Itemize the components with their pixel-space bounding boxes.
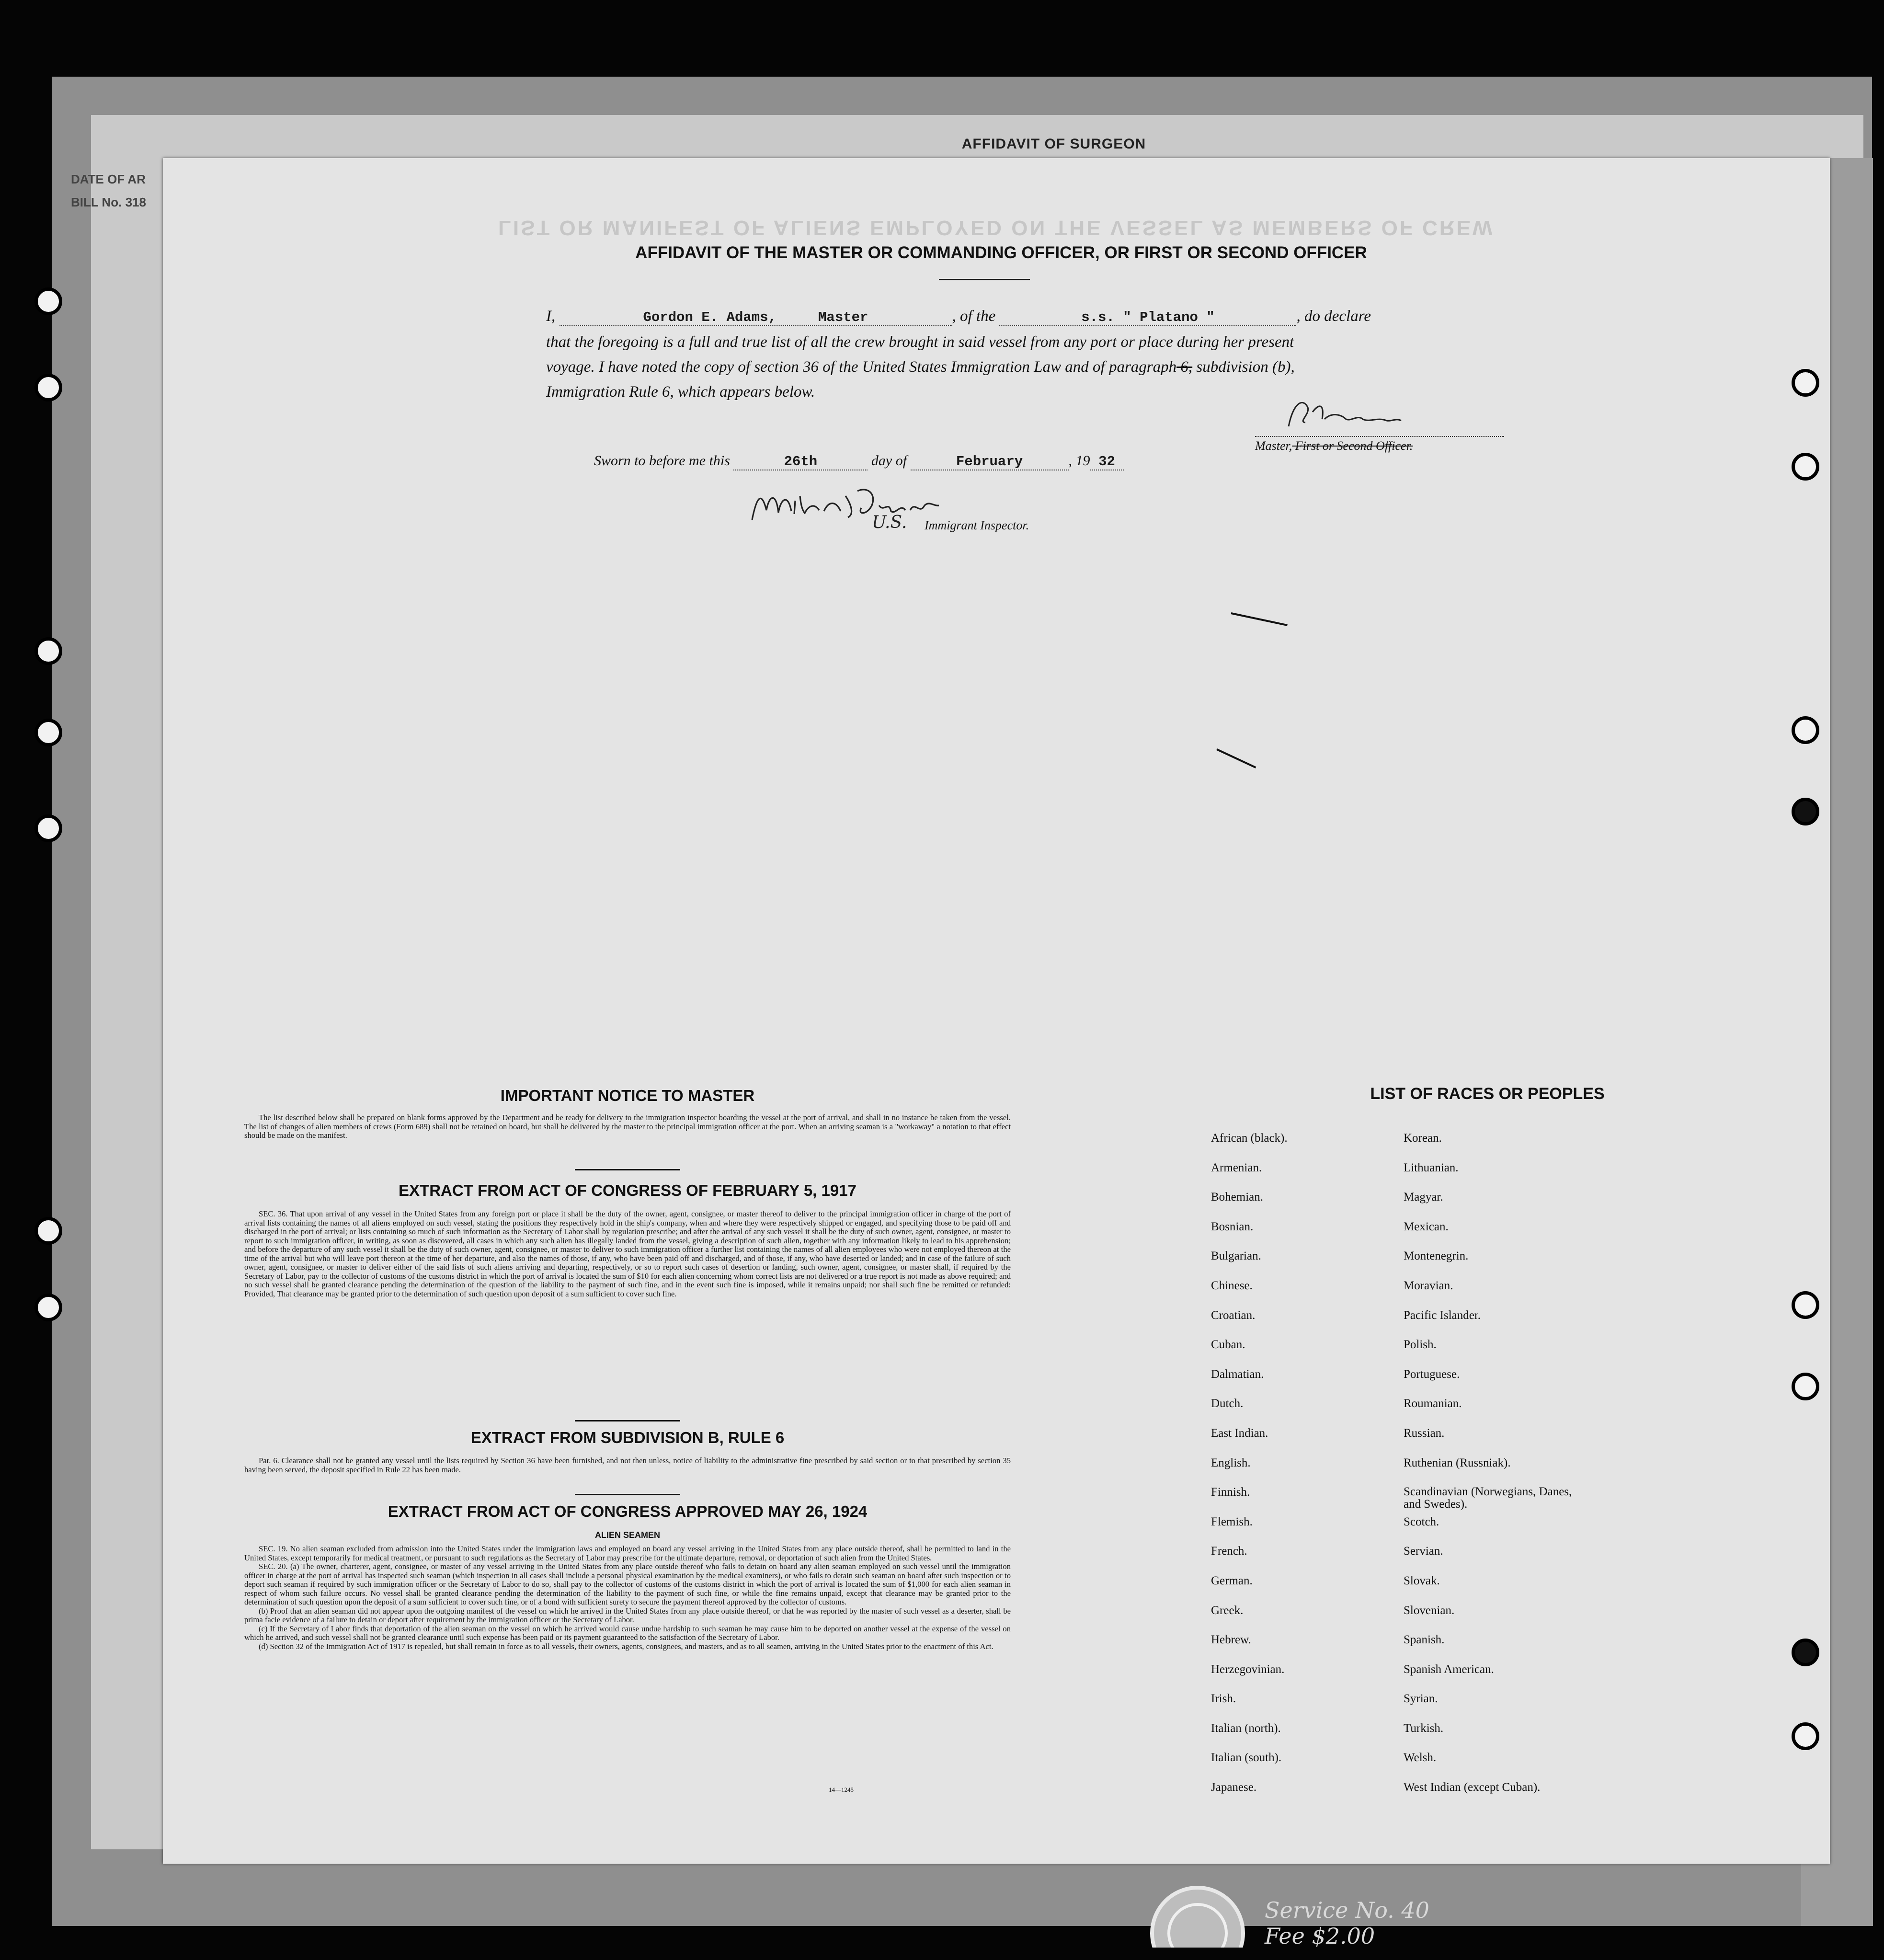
- race-item: Slovenian.: [1404, 1604, 1455, 1617]
- race-item: Spanish.: [1404, 1633, 1445, 1647]
- races-left-column: [1211, 1132, 1288, 1811]
- master-signature: [1279, 393, 1404, 436]
- master-name-field: [559, 309, 952, 326]
- race-item: Roumanian.: [1404, 1397, 1462, 1410]
- sec20c-paragraph: (c) If the Secretary of Labor finds that deportation of the alien seaman on the vessel on which he arrived would cause undue hardship to such seaman he may cause him to be deported on another vessel at the expense of the vessel on which he arrived, and such vessel shall not be granted clearance until such expense has been paid or its payment guaranteed to the satisfaction of the Secretary of Labor.: [244, 1624, 1011, 1642]
- extract-1917-paragraph: SEC. 36. That upon arrival of any vessel in the United States from any foreign port or place it shall be the duty of the owner, agent, consignee, or master thereof to deliver to the principal immigration officer in charge of the port of arrival lists containing the names of all aliens employed on such vessel, stating the positions they respectively hold in the ship's company, when and where they were respectively shipped or engaged, and specifying those to be paid off and discharged in the port of arrival; or lists containing so much of such information as the Secretary of Labor shall by regulation prescribe; and after the arrival of any such vessel it shall be the duty of such owner, agent, consignee, or master to report to such immigration officer, in writing, as soon as discovered, all cases in which any such alien has illegally landed from the vessel, giving a description of such alien, together with any information likely to lead to his apprehension; and before the departure of any such vessel it shall be the duty of such owner, agent, consignee, or master to deliver to such immigration officer a further list containing the names of all alien employees who were not employed thereon at the time of the arrival but who will leave port thereon at the time of her departure, and also the names of those, if any, who have been paid off and discharged, and of those, if any, who have deserted or landed; and in case of the failure of such owner, agent, consignee, or master to deliver either of the said lists of such aliens arriving and departing, respectively, or so to report such cases of desertion or landing, such owner, agent, consignee, or master shall, if required by the Secretary of Labor, pay to the collector of customs of the customs district in which the port of arrival is located the sum of $10 for each alien concerning whom correct lists are not delivered or a true report is not made as above required; and no such vessel shall be granted clearance pending the determination of the question of the liability to the payment of such fine, and in the event such fine is imposed, while it remains unpaid; nor shall such fine be remitted or refunded: Provided, That clearance may be granted prior to the determination of such question upon deposit of a sum sufficient to cover such fine.: [244, 1209, 1011, 1298]
- race-item: Spanish American.: [1404, 1662, 1494, 1676]
- sworn-day: 26th: [733, 454, 868, 470]
- binder-hole: [1792, 1291, 1819, 1319]
- extract-1924-text: [244, 1545, 1011, 1651]
- ink-speck: [1231, 612, 1288, 626]
- race-item: Greek.: [1211, 1604, 1244, 1617]
- extract-1924-title: EXTRACT FROM ACT OF CONGRESS APPROVED MAY 26, 1924: [388, 1502, 868, 1520]
- binder-hole: [34, 637, 62, 665]
- race-item: Montenegrin.: [1404, 1249, 1469, 1263]
- race-item: Lithuanian.: [1404, 1161, 1459, 1174]
- race-item: Turkish.: [1404, 1721, 1444, 1735]
- affidavit-heading: AFFIDAVIT OF THE MASTER OR COMMANDING OFFICER, OR FIRST OR SECOND OFFICER: [635, 243, 1367, 262]
- race-item: Herzegovinian.: [1211, 1662, 1285, 1676]
- sec19-paragraph: SEC. 19. No alien seaman excluded from admission into the United States under the immigration laws and employed on board any vessel arriving in the United States from any place outside thereof, shall be permitted to land in the United States, except temporarily for medical treatment, or pursuant to such regulations as the Secretary of Labor may prescribe for the ultimate departure, removal, or deportation of such alien from the United States.: [244, 1544, 1011, 1562]
- day-of-label: day of: [871, 453, 907, 469]
- races-right-column: [1404, 1132, 1595, 1811]
- race-item: Magyar.: [1404, 1191, 1443, 1204]
- race-item: Scandinavian (Norwegians, Danes, and Swedes).: [1404, 1485, 1572, 1511]
- race-item: Korean.: [1404, 1132, 1442, 1145]
- binder-hole: [34, 287, 62, 315]
- bleed-through-text: LIST OR MANIFEST OF ALIENS EMPLOYED ON THE VESSEL AS MEMBERS OF CREW: [498, 216, 1495, 240]
- race-item: Mexican.: [1404, 1220, 1449, 1233]
- bottom-handwriting: [1265, 1897, 1514, 1955]
- declaration-line-4: Immigration Rule 6, which appears below.: [546, 383, 815, 401]
- us-mark: U.S.: [872, 513, 907, 532]
- extract-1917-text: [244, 1210, 1011, 1298]
- binder-hole: [34, 814, 62, 842]
- race-item: Servian.: [1404, 1545, 1443, 1558]
- race-item: Italian (north).: [1211, 1721, 1281, 1735]
- race-item: Bosnian.: [1211, 1220, 1254, 1233]
- extract-rule6-text: [244, 1456, 1011, 1474]
- race-item: Russian.: [1404, 1426, 1445, 1440]
- race-item: East Indian.: [1211, 1426, 1268, 1440]
- race-item: German.: [1211, 1574, 1253, 1587]
- race-item: Polish.: [1404, 1338, 1437, 1352]
- race-item: West Indian (except Cuban).: [1404, 1781, 1541, 1794]
- master-caption-struck: First or Second Officer.: [1292, 439, 1413, 453]
- heading-rule: [939, 279, 1030, 280]
- sworn-year: 32: [1090, 454, 1124, 470]
- struck-paragraph: 6,: [1176, 358, 1193, 376]
- binder-hole: [1792, 1373, 1819, 1400]
- of-the-label: , of the: [952, 308, 996, 325]
- form-number: 14—1245: [829, 1786, 854, 1793]
- race-item: Scotch.: [1404, 1515, 1439, 1528]
- sec20a-paragraph: SEC. 20. (a) The owner, charterer, agent, consignee, or master of any vessel arriving in the United States from any place outside thereof who fails to detain on board any alien seaman employed on such vessel until the immigration officer in charge at the port of arrival has inspected such seaman (which inspection in all cases shall include a personal physical examination by the medical examiners), or who fails to detain such seaman on board after such inspection or to deport such seaman if required by such immigration officer or the Secretary of Labor to do so, shall pay to the collector of customs of the customs district in which the port of arrival is located the sum of $1,000 for each alien seaman in respect of whom such failure occurs. No vessel shall be granted clearance pending the determination of the liability to the payment of such fine, or while the fine remains unpaid, except that clearance may be granted prior to the determination of such question upon the deposit of a sum sufficient to cover such fine, or of a bond with sufficient surety to secure the payment thereof approved by the collector of customs.: [244, 1562, 1011, 1606]
- race-item: Welsh.: [1404, 1751, 1437, 1765]
- race-item: Armenian.: [1211, 1161, 1262, 1174]
- race-item: Dutch.: [1211, 1397, 1244, 1410]
- notice-paragraph: The list described below shall be prepared on blank forms approved by the Department and be ready for delivery to the immigration inspector boarding the vessel at the port of arrival, and shall in no instance be taken from the vessel. The list of changes of alien members of crews (Form 689) shall not be retained on board, but shall be delivered by the master to the principal immigration officer at the port. When an arriving seaman is a "workaway" a notation to that effect should be made on the manifest.: [244, 1113, 1011, 1140]
- race-item: Japanese.: [1211, 1781, 1257, 1794]
- master-name: Gordon E. Adams,: [643, 309, 776, 325]
- race-item: Portuguese.: [1404, 1367, 1460, 1381]
- notice-title: IMPORTANT NOTICE TO MASTER: [500, 1087, 755, 1104]
- year-prefix: , 19: [1068, 453, 1090, 469]
- sec20d-paragraph: (d) Section 32 of the Immigration Act of 1917 is repealed, but shall remain in force as to all vessels, their owners, agents, consignees, and masters, and as to all seamen, arriving in the United States prior to the enactment of this Act.: [259, 1641, 993, 1651]
- notice-text: [244, 1113, 1011, 1140]
- declaration-line-1: [546, 308, 1638, 326]
- race-item: Finnish.: [1211, 1486, 1250, 1499]
- binder-hole: [34, 719, 62, 746]
- race-item: Pacific Islander.: [1404, 1308, 1481, 1322]
- race-item: Slovak.: [1404, 1574, 1440, 1587]
- bottom-stamp: [1140, 1876, 1255, 1948]
- declaration-line-3b: subdivision (b),: [1192, 358, 1295, 376]
- extract-rule6-title: EXTRACT FROM SUBDIVISION B, RULE 6: [470, 1429, 785, 1446]
- left-stamp-line2: BILL No. 318: [71, 195, 147, 209]
- vessel-field: s.s. " Platano ": [999, 309, 1296, 326]
- handwriting-line2: Fee $2.00: [1265, 1923, 1375, 1949]
- binder-hole: [1792, 1639, 1819, 1666]
- declaration-line-3: [546, 358, 1638, 376]
- declaration-i: I,: [546, 308, 556, 325]
- master-signature-text: E Adams: [1317, 430, 1335, 436]
- declaration-line-3a: voyage. I have noted the copy of section 36 of the United States Immigration Law and of paragraph: [546, 358, 1177, 376]
- extract-rule6-paragraph: Par. 6. Clearance shall not be granted any vessel until the lists required by Section 36 have been furnished, and not then unless, notice of liability to the administrative fine prescribed by said section or to that prescribed by section 35 having been served, the deposit specified in Rule 22 has been made.: [244, 1456, 1011, 1474]
- do-declare-label: , do declare: [1296, 308, 1371, 325]
- race-item: French.: [1211, 1545, 1247, 1558]
- sworn-month: February: [911, 454, 1069, 470]
- race-item: Ruthenian (Russniak).: [1404, 1456, 1511, 1469]
- binder-hole: [1792, 716, 1819, 744]
- race-item: African (black).: [1211, 1132, 1288, 1145]
- surgeon-affidavit-title: AFFIDAVIT OF SURGEON: [961, 136, 1146, 152]
- master-caption-a: Master,: [1255, 439, 1292, 453]
- binder-hole: [34, 1294, 62, 1321]
- binder-hole: [1792, 453, 1819, 481]
- inspector-caption: Immigrant Inspector.: [925, 518, 1029, 532]
- binder-hole: [1792, 369, 1819, 397]
- race-item: Syrian.: [1404, 1692, 1438, 1706]
- race-item: Bulgarian.: [1211, 1249, 1261, 1263]
- race-item: English.: [1211, 1456, 1251, 1469]
- alien-seamen-subtitle: ALIEN SEAMEN: [594, 1530, 660, 1540]
- section-rule: [575, 1169, 680, 1170]
- section-rule: [575, 1420, 680, 1421]
- master-caption: [1255, 436, 1504, 453]
- sworn-line: [594, 453, 1124, 470]
- handwriting-line1: Service No. 40: [1265, 1897, 1429, 1923]
- race-item: Dalmatian.: [1211, 1367, 1264, 1381]
- race-item: Irish.: [1211, 1692, 1236, 1706]
- binder-hole: [34, 1217, 62, 1245]
- declaration-line-2: that the foregoing is a full and true list of all the crew brought in said vessel from any port or place during her present: [546, 333, 1294, 351]
- race-item: Bohemian.: [1211, 1191, 1264, 1204]
- race-item: Italian (south).: [1211, 1751, 1282, 1765]
- sworn-prefix: Sworn to before me this: [594, 453, 730, 469]
- binder-hole: [1792, 1722, 1819, 1750]
- race-item: Flemish.: [1211, 1515, 1253, 1528]
- extract-1917-title: EXTRACT FROM ACT OF CONGRESS OF FEBRUARY 5, 1917: [399, 1181, 856, 1199]
- race-item: Hebrew.: [1211, 1633, 1251, 1647]
- binder-hole: [1792, 798, 1819, 825]
- main-page: [163, 158, 1830, 1864]
- race-item: Chinese.: [1211, 1279, 1253, 1292]
- race-item: Cuban.: [1211, 1338, 1245, 1352]
- race-item: Croatian.: [1211, 1308, 1256, 1322]
- left-stamp-line1: DATE OF AR: [71, 172, 146, 186]
- master-rank: Master: [818, 309, 868, 325]
- section-rule: [575, 1494, 680, 1495]
- binder-hole: [34, 374, 62, 401]
- races-heading: LIST OF RACES OR PEOPLES: [1370, 1085, 1605, 1103]
- race-item: Moravian.: [1404, 1279, 1453, 1292]
- ink-speck: [1216, 748, 1256, 768]
- sec20b-paragraph: (b) Proof that an alien seaman did not appear upon the outgoing manifest of the vessel on which he arrived in the United States from any place outside thereof, or that he was reported by the master of such vessel as a deserter, shall be prima facie evidence of a failure to detain or deport after requirement by the immigration officer or the Secretary of Labor.: [244, 1606, 1011, 1624]
- inspector-signature-text: Michael J Dwyer: [752, 528, 785, 533]
